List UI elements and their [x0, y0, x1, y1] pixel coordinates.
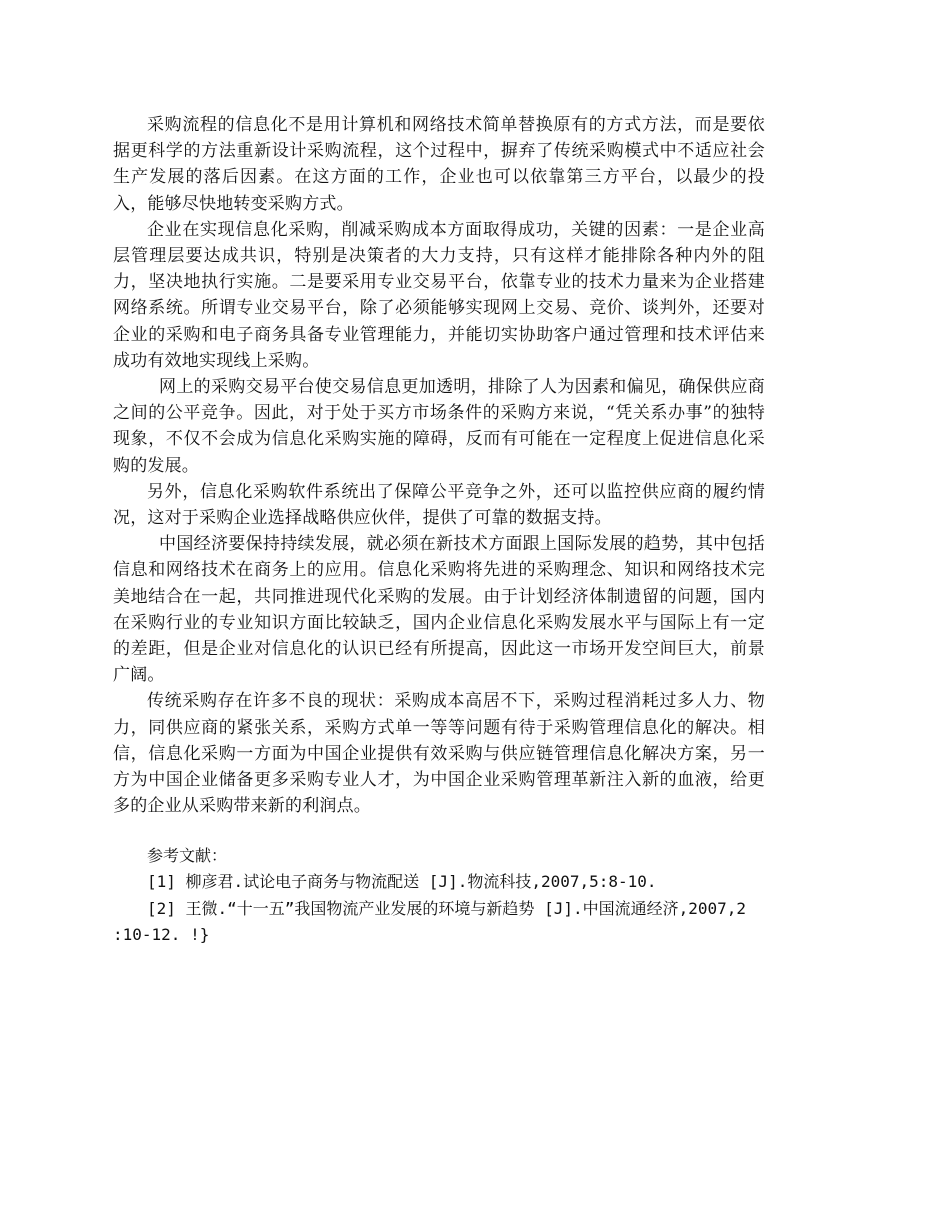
- paragraph-6: 传统采购存在许多不良的现状：采购成本高居不下，采购过程消耗过多人力、物力，同供应商的紧张关系，采购方式单一等等问题有待于采购管理信息化的解决。相信，信息化采购一方面为中国企业提供有效采购与供应链管理信息化解决方案，另一方为中国企业储备更多采购专业人才，为中国企业采购管理革新注入新的血液，给更多的企业从采购带来新的利润点。: [113, 691, 765, 817]
- paragraph-1: 采购流程的信息化不是用计算机和网络技术简单替换原有的方式方法，而是要依据更科学的方法重新设计采购流程，这个过程中，摒弃了传统采购模式中不适应社会生产发展的落后因素。在这方面的工作，企业也可以依靠第三方平台，以最少的投入，能够尽快地转变采购方式。: [113, 115, 765, 214]
- references-heading: 参考文献：: [147, 846, 228, 866]
- article-body: [113, 112, 765, 949]
- reference-item-1: [1] 柳彦君.试论电子商务与物流配送 [J].物流科技,2007,5:8-10.: [147, 872, 657, 892]
- reference-item-2: [2] 王微.“十一五”我国物流产业发展的环境与新趋势 [J].中国流通经济,2007,2 :10-12. !}: [113, 898, 747, 945]
- references-section: [113, 843, 765, 949]
- paragraph-5: 中国经济要保持持续发展，就必须在新技术方面跟上国际发展的趋势，其中包括信息和网络技术在商务上的应用。信息化采购将先进的采购理念、知识和网络技术完美地结合在一起，共同推进现代化采购的发展。由于计划经济体制遗留的问题，国内在采购行业的专业知识方面比较缺乏，国内企业信息化采购发展水平与国际上有一定的差距，但是企业对信息化的认识已经有所提高，因此这一市场开发空间巨大，前景广阔。: [113, 534, 765, 686]
- paragraph-2: 企业在实现信息化采购，削减采购成本方面取得成功，关键的因素：一是企业高层管理层要达成共识，特别是决策者的大力支持，只有这样才能排除各种内外的阻力，坚决地执行实施。二是要采用专业交易平台，依靠专业的技术力量来为企业搭建网络系统。所谓专业交易平台，除了必须能够实现网上交易、竞价、谈判外，还要对企业的采购和电子商务具备专业管理能力，并能切实协助客户通过管理和技术评估来成功有效地实现线上采购。: [113, 219, 765, 371]
- paragraph-4: 另外，信息化采购软件系统出了保障公平竞争之外，还可以监控供应商的履约情况，这对于采购企业选择战略供应伙伴，提供了可靠的数据支持。: [113, 481, 765, 529]
- paragraph-3: 网上的采购交易平台使交易信息更加透明，排除了人为因素和偏见，确保供应商之间的公平竞争。因此，对于处于买方市场条件的采购方来说，“凭关系办事”的独特现象，不仅不会成为信息化采购实施的障碍，反而有可能在一定程度上促进信息化采购的发展。: [113, 377, 765, 476]
